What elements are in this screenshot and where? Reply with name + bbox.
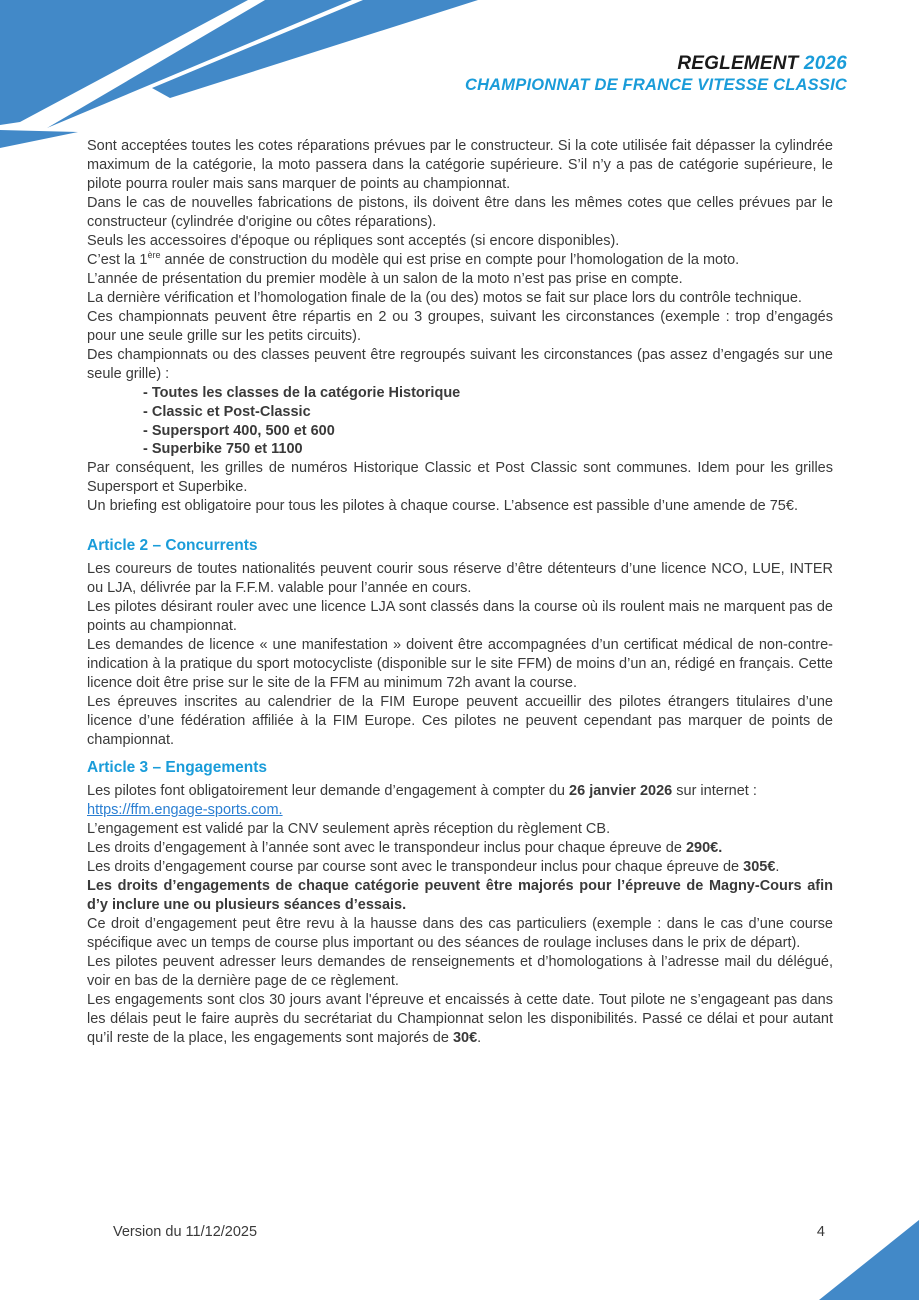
text-run: Les engagements sont clos 30 jours avant l'épreuve et encaissés à cette date. Tout pilote ne s’engageant pas dans les délais peut le faire auprès du secrétariat du Championnat selon les disponibilités. Passé ce délai et pour autant qu’il reste de la place, les engagements sont majorés de [87,992,833,1047]
engage-sports-link[interactable]: https://ffm.engage-sports.com. [87,802,283,819]
page-footer [87,1224,833,1240]
text-run: . [477,1030,482,1047]
paragraph: Les coureurs de toutes nationalités peuvent courir sous réserve d’être détenteurs d’une licence NCO, LUE, INTER ou LJA, délivrée par la F.F.M. valable pour l’année en cours. [87,561,833,597]
header-title [465,52,847,75]
paragraph [87,991,833,1048]
list-item: - Classic et Post-Classic [143,403,311,420]
page-number: 4 [816,1224,825,1240]
paragraph: Les pilotes désirant rouler avec une licence LJA sont classés dans la course où ils roulent mais ne marquent pas de points au championnat. [87,599,833,635]
header-subtitle: CHAMPIONNAT DE FRANCE VITESSE CLASSIC [464,76,847,95]
paragraph [87,801,833,820]
top-left-stripes-decoration [0,0,480,155]
paragraph [87,251,833,270]
paragraph [87,782,833,801]
bold-fee: 290€. [685,840,723,857]
paragraph: L’année de présentation du premier modèle à un salon de la moto n’est pas prise en compte. [87,271,683,287]
paragraph: L’engagement est validé par la CNV seulement après réception du règlement CB. [87,821,611,838]
header-title-text: REGLEMENT [677,53,799,74]
article-2-heading: Article 2 – Concurrents [87,537,258,555]
paragraph: La dernière vérification et l’homologation finale de la (ou des) motos se fait sur place lors du contrôle technique. [87,290,802,306]
text-run: sur internet : [672,783,757,800]
paragraph: Dans le cas de nouvelles fabrications de pistons, ils doivent être dans les mêmes cotes que celles prévues par le constructeur (cylindrée d'origine ou côtes réparations). [87,195,833,230]
paragraph: Ces championnats peuvent être répartis en 2 ou 3 groupes, suivant les circonstances (exemple : trop d’engagés pour une seule grille sur les petits circuits). [87,309,833,344]
paragraph: Des championnats ou des classes peuvent être regroupés suivant les circonstances (pas assez d’engagés sur une seule grille) : [87,347,833,382]
text-run: Les pilotes font obligatoirement leur demande d’engagement à compter du [87,783,570,800]
bold-fee: 305€ [743,859,776,876]
category-list [87,384,833,459]
paragraph [87,839,833,858]
list-item: - Superbike 750 et 1100 [143,441,303,458]
version-label: Version du 11/12/2025 [113,1224,258,1240]
document-body [87,137,833,1048]
paragraph [87,858,833,877]
text-run: Les droits d’engagement course par course sont avec le transpondeur inclus pour chaque épreuve de [87,859,744,876]
list-item: - Toutes les classes de la catégorie Historique [143,385,461,401]
list-item: - Supersport 400, 500 et 600 [143,422,335,439]
paragraph: Les épreuves inscrites au calendrier de la FIM Europe peuvent accueillir des pilotes étrangers titulaires d’une licence d’une fédération affiliée à la FIM Europe. Ces pilotes ne peuvent cependant pas marquer de points de championnat. [87,694,833,749]
paragraph: Seuls les accessoires d'époque ou répliques sont acceptés (si encore disponibles). [87,233,620,249]
superscript: ère [147,250,161,261]
bold-fee: 30€ [452,1030,478,1047]
bold-date: 26 janvier 2026 [569,783,673,800]
article-3-heading: Article 3 – Engagements [87,759,268,777]
paragraph: Par conséquent, les grilles de numéros Historique Classic et Post Classic sont communes. Idem pour les grilles Supersport et Superbike. [87,460,833,496]
document-header [465,52,847,95]
text-run: Les droits d’engagement à l’année sont avec le transpondeur inclus pour chaque épreuve de [87,840,686,857]
bottom-right-triangle-decoration [816,1220,919,1300]
paragraph: Un briefing est obligatoire pour tous les pilotes à chaque course. L’absence est passible d’une amende de 75€. [87,498,798,515]
text-run: C’est la 1 [87,252,148,268]
text-run: année de construction du modèle qui est prise en compte pour l’homologation de la moto. [160,252,740,268]
text-run: . [775,859,780,876]
paragraph: Les pilotes peuvent adresser leurs demandes de renseignements et d’homologations à l’adresse mail du délégué, voir en bas de la dernière page de ce règlement. [87,954,833,990]
paragraph: Sont acceptées toutes les cotes réparations prévues par le constructeur. Si la cote utilisée fait dépasser la cylindrée maximum de la catégorie, la moto passera dans la catégorie supérieure. S’il n’y a pas de catégorie supérieure, le pilote pourra rouler mais sans marquer de points au championnat. [87,138,833,192]
paragraph: Ce droit d’engagement peut être revu à la hausse dans des cas particuliers (exemple : dans le cas d’une course spécifique avec un temps de course plus important ou des séances de roulage incluses dans le prix de départ). [87,916,833,952]
header-title-year: 2026 [798,53,847,74]
paragraph-bold: Les droits d’engagements de chaque catégorie peuvent être majorés pour l’épreuve de Magny-Cours afin d’y inclure une ou plusieurs séances d’essais. [87,878,833,914]
paragraph: Les demandes de licence « une manifestation » doivent être accompagnées d’un certificat médical de non-contre-indication à la pratique du sport motocycliste (disponible sur le site FFM) de moins d’un an, rédigé en français. Cette licence doit être prise sur le site de la FFM au minimum 72h avant la course. [87,637,833,692]
